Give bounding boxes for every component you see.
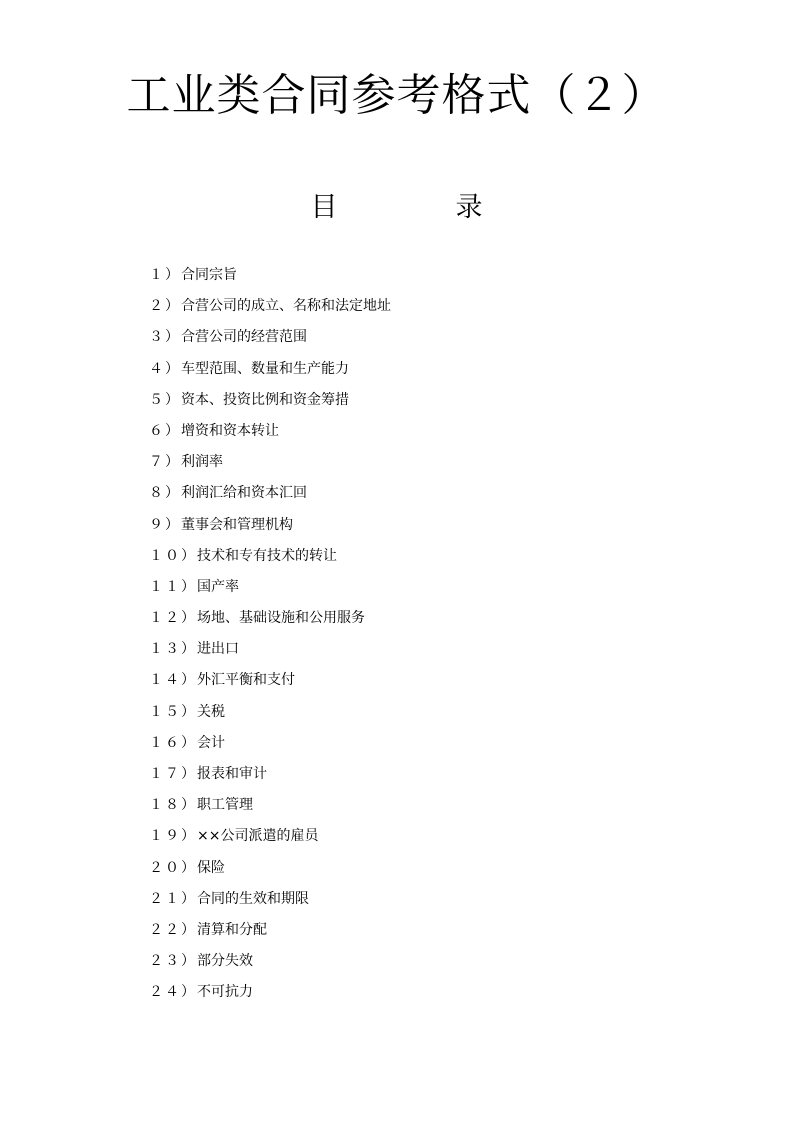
- toc-item-text: 部分失效: [197, 953, 253, 970]
- toc-item-number: ３）: [149, 329, 181, 346]
- toc-item-text: 清算和分配: [197, 921, 267, 938]
- toc-item-number: １１）: [149, 578, 197, 595]
- toc-item-text: 外汇平衡和支付: [197, 672, 295, 689]
- toc-item-text: 进出口: [197, 641, 239, 658]
- toc-heading-char-1: 目: [310, 192, 338, 223]
- toc-item: [149, 792, 391, 823]
- toc-item-text: 国产率: [197, 578, 239, 595]
- toc-item-text: 报表和审计: [197, 766, 267, 782]
- toc-item-text: 资本、投资比例和资金筹措: [181, 391, 349, 408]
- toc-item-text: 合营公司的成立、名称和法定地址: [181, 298, 391, 315]
- toc-item: [149, 293, 391, 324]
- toc-item-number: ２４）: [149, 984, 197, 1001]
- table-of-contents: [149, 262, 391, 1011]
- toc-item: [149, 667, 391, 698]
- toc-item-number: １７）: [149, 766, 197, 782]
- toc-item-number: １６）: [149, 734, 197, 751]
- document-title: 工业类合同参考格式（２）: [126, 70, 667, 121]
- toc-item-text: 场地、基础设施和公用服务: [197, 610, 365, 627]
- toc-item-number: １２）: [149, 610, 197, 627]
- toc-item-number: ５）: [149, 391, 181, 408]
- toc-item-number: ９）: [149, 516, 181, 533]
- toc-item-text: 技术和专有技术的转让: [197, 547, 337, 564]
- toc-item-text: 董事会和管理机构: [181, 516, 293, 533]
- toc-item: [149, 948, 391, 979]
- toc-item: [149, 855, 391, 886]
- toc-item-text: 保险: [197, 859, 225, 876]
- toc-item-text: 合营公司的经营范围: [181, 329, 307, 346]
- toc-item: [149, 449, 391, 480]
- toc-item: [149, 480, 391, 511]
- toc-heading-char-2: 录: [455, 192, 483, 223]
- toc-item-text: 职工管理: [197, 797, 253, 814]
- toc-item: [149, 418, 391, 449]
- toc-item: [149, 387, 391, 418]
- toc-item-text: 关税: [197, 703, 225, 720]
- toc-item: [149, 730, 391, 761]
- toc-item-number: ２）: [149, 298, 181, 315]
- toc-item: [149, 543, 391, 574]
- toc-item-text: 不可抗力: [197, 984, 253, 1001]
- toc-item: [149, 979, 391, 1010]
- toc-item: [149, 636, 391, 667]
- toc-item-number: ４）: [149, 360, 181, 377]
- toc-item: [149, 262, 391, 293]
- toc-item-number: ２１）: [149, 890, 197, 907]
- toc-item-text: 车型范围、数量和生产能力: [181, 360, 349, 377]
- toc-item: [149, 823, 391, 854]
- toc-item: [149, 917, 391, 948]
- toc-item-number: １８）: [149, 797, 197, 814]
- toc-item-number: ７）: [149, 454, 181, 471]
- toc-item-number: １０）: [149, 547, 197, 564]
- toc-item-text: 合同的生效和期限: [197, 890, 309, 907]
- toc-item-number: ２２）: [149, 921, 197, 938]
- toc-item-number: ６）: [149, 422, 181, 439]
- toc-item-text: 利润汇给和资本汇回: [181, 485, 307, 502]
- toc-item-number: １３）: [149, 641, 197, 658]
- toc-item: [149, 324, 391, 355]
- toc-item-text: 增资和资本转让: [181, 422, 279, 439]
- toc-item: [149, 356, 391, 387]
- toc-item-number: １５）: [149, 703, 197, 720]
- toc-item: [149, 574, 391, 605]
- toc-item-number: １）: [149, 267, 181, 283]
- toc-item: [149, 605, 391, 636]
- toc-item-text: 合同宗旨: [181, 267, 237, 283]
- toc-heading-gap: [338, 188, 456, 228]
- toc-item: [149, 699, 391, 730]
- toc-item: [149, 886, 391, 917]
- toc-item-text: ××公司派遣的雇员: [197, 828, 319, 845]
- toc-item: [149, 761, 391, 792]
- toc-heading: [0, 188, 793, 228]
- toc-item-number: ２０）: [149, 859, 197, 876]
- toc-item-text: 利润率: [181, 454, 223, 471]
- toc-item-number: １４）: [149, 672, 197, 689]
- toc-item-number: ８）: [149, 485, 181, 502]
- toc-item-number: ２３）: [149, 953, 197, 970]
- toc-item: [149, 512, 391, 543]
- toc-item-text: 会计: [197, 734, 225, 751]
- toc-item-number: １９）: [149, 828, 197, 845]
